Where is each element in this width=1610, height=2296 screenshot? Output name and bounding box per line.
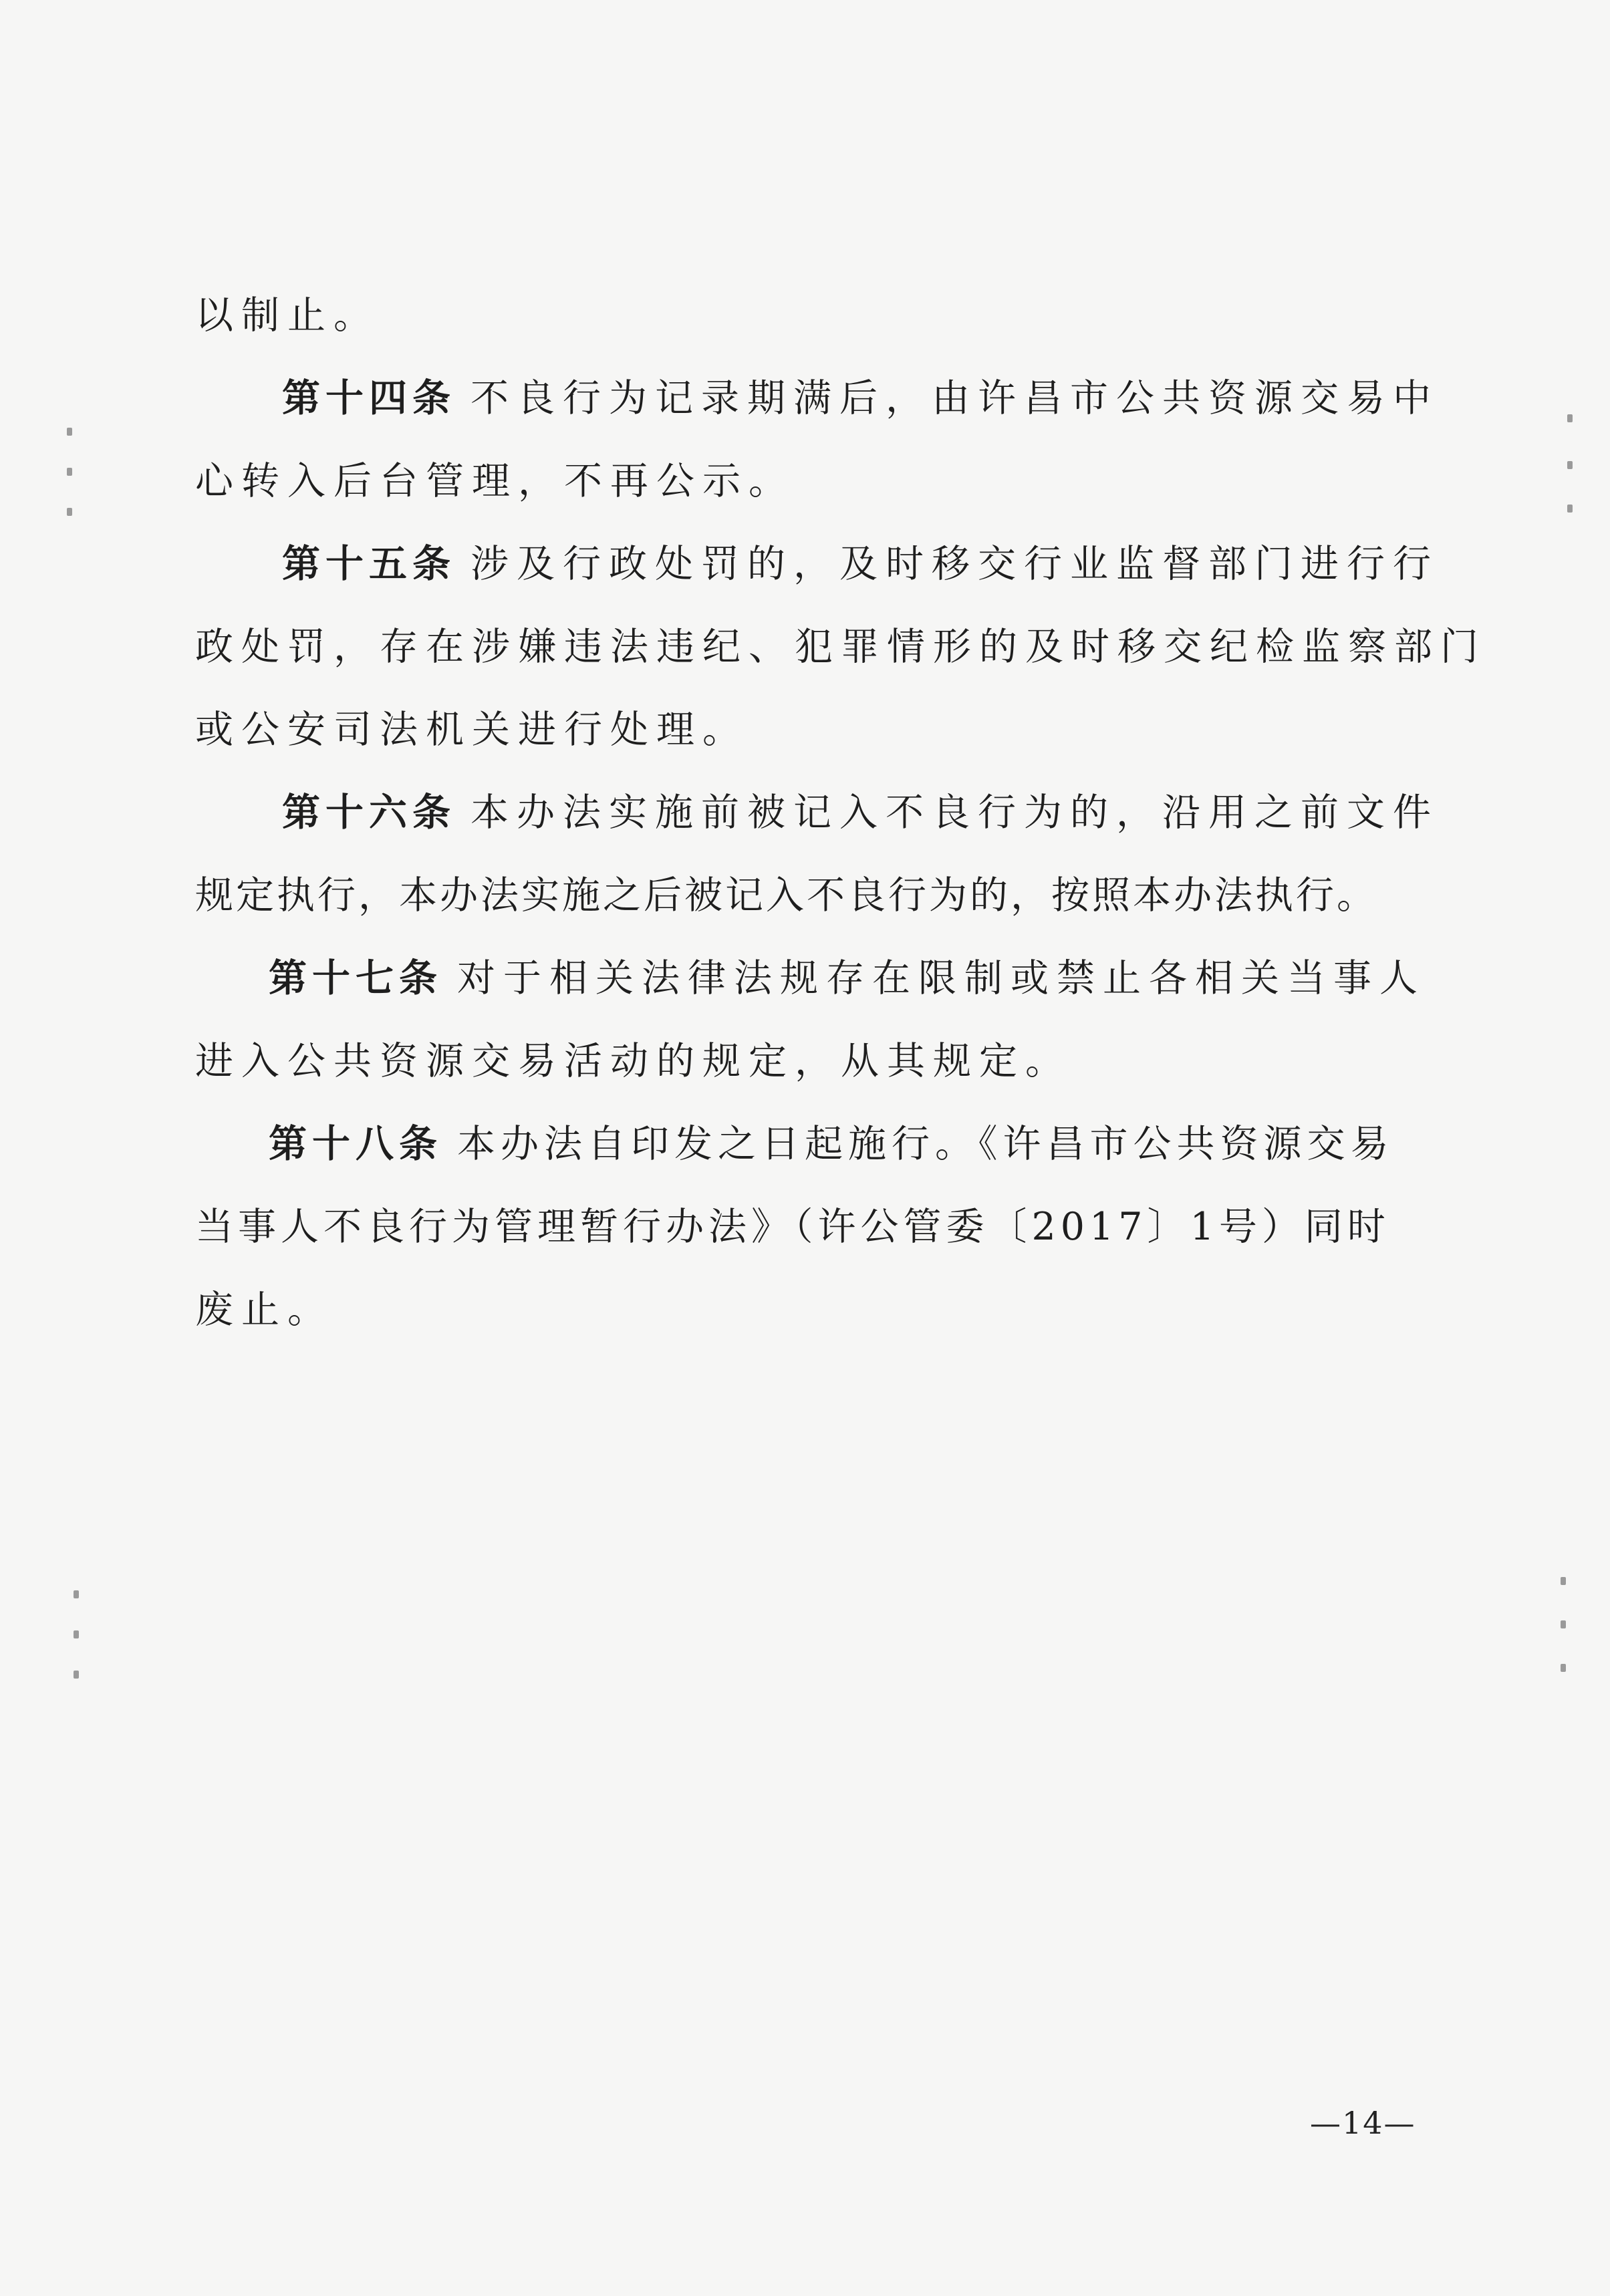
binding-mark-left-6: [74, 1671, 79, 1679]
text-line: [195, 1268, 1425, 1351]
article-heading: 第十五条: [282, 541, 456, 586]
line-text: 本办法实施前被记入不良行为的，沿用之前文件: [471, 791, 1439, 835]
binding-mark-left-5: [74, 1630, 79, 1638]
text-line: [195, 854, 1425, 937]
binding-mark-left-4: [74, 1590, 79, 1598]
page-number: —14—: [1310, 2105, 1416, 2141]
line-text: 本办法自印发之日起施行。《许昌市公共资源交易: [457, 1122, 1394, 1166]
binding-mark-right-4: [1561, 1577, 1566, 1585]
article-heading: 第十七条: [269, 956, 442, 1000]
binding-mark-right-2: [1567, 461, 1573, 469]
line-text: 以制止。: [195, 293, 380, 337]
line-text: 进入公共资源交易活动的规定，从其规定。: [195, 1039, 1071, 1083]
binding-mark-right-1: [1567, 414, 1573, 422]
binding-mark-left-3: [67, 508, 72, 516]
article-18: [195, 1103, 1425, 1185]
binding-mark-right-6: [1561, 1664, 1566, 1672]
text-line: [195, 1185, 1425, 1268]
line-text: 不良行为记录期满后，由许昌市公共资源交易中: [471, 376, 1439, 420]
line-text: 废止。: [195, 1288, 333, 1332]
article-14: [195, 357, 1439, 440]
article-heading: 第十八条: [269, 1121, 442, 1166]
document-body: [195, 274, 1486, 1351]
binding-mark-left-1: [67, 428, 72, 436]
text-line: [195, 440, 1425, 523]
text-line: [195, 605, 1486, 688]
binding-mark-right-3: [1567, 505, 1573, 513]
text-line: [195, 1020, 1425, 1103]
line-text: 或公安司法机关进行处理。: [195, 708, 749, 752]
line-text: 政处罚，存在涉嫌违法违纪、犯罪情形的及时移交纪检监察部门: [195, 625, 1486, 669]
binding-mark-left-2: [67, 468, 72, 476]
line-text: 心转入后台管理，不再公示。: [195, 459, 795, 503]
text-line: [195, 688, 1425, 771]
article-heading: 第十四条: [282, 376, 456, 420]
article-15: [195, 523, 1439, 605]
line-text: 当事人不良行为管理暂行办法》（许公管委〔2017〕1号）同时: [195, 1205, 1390, 1249]
binding-mark-right-5: [1561, 1620, 1566, 1628]
line-text: 对于相关法律法规存在限制或禁止各相关当事人: [457, 956, 1426, 1000]
article-17: [195, 937, 1425, 1020]
article-heading: 第十六条: [282, 790, 456, 835]
article-16: [195, 771, 1439, 854]
line-text: 涉及行政处罚的，及时移交行业监督部门进行行: [471, 542, 1439, 586]
text-line: [195, 274, 1425, 357]
line-text: 规定执行，本办法实施之后被记入不良行为的，按照本办法执行。: [195, 873, 1377, 917]
